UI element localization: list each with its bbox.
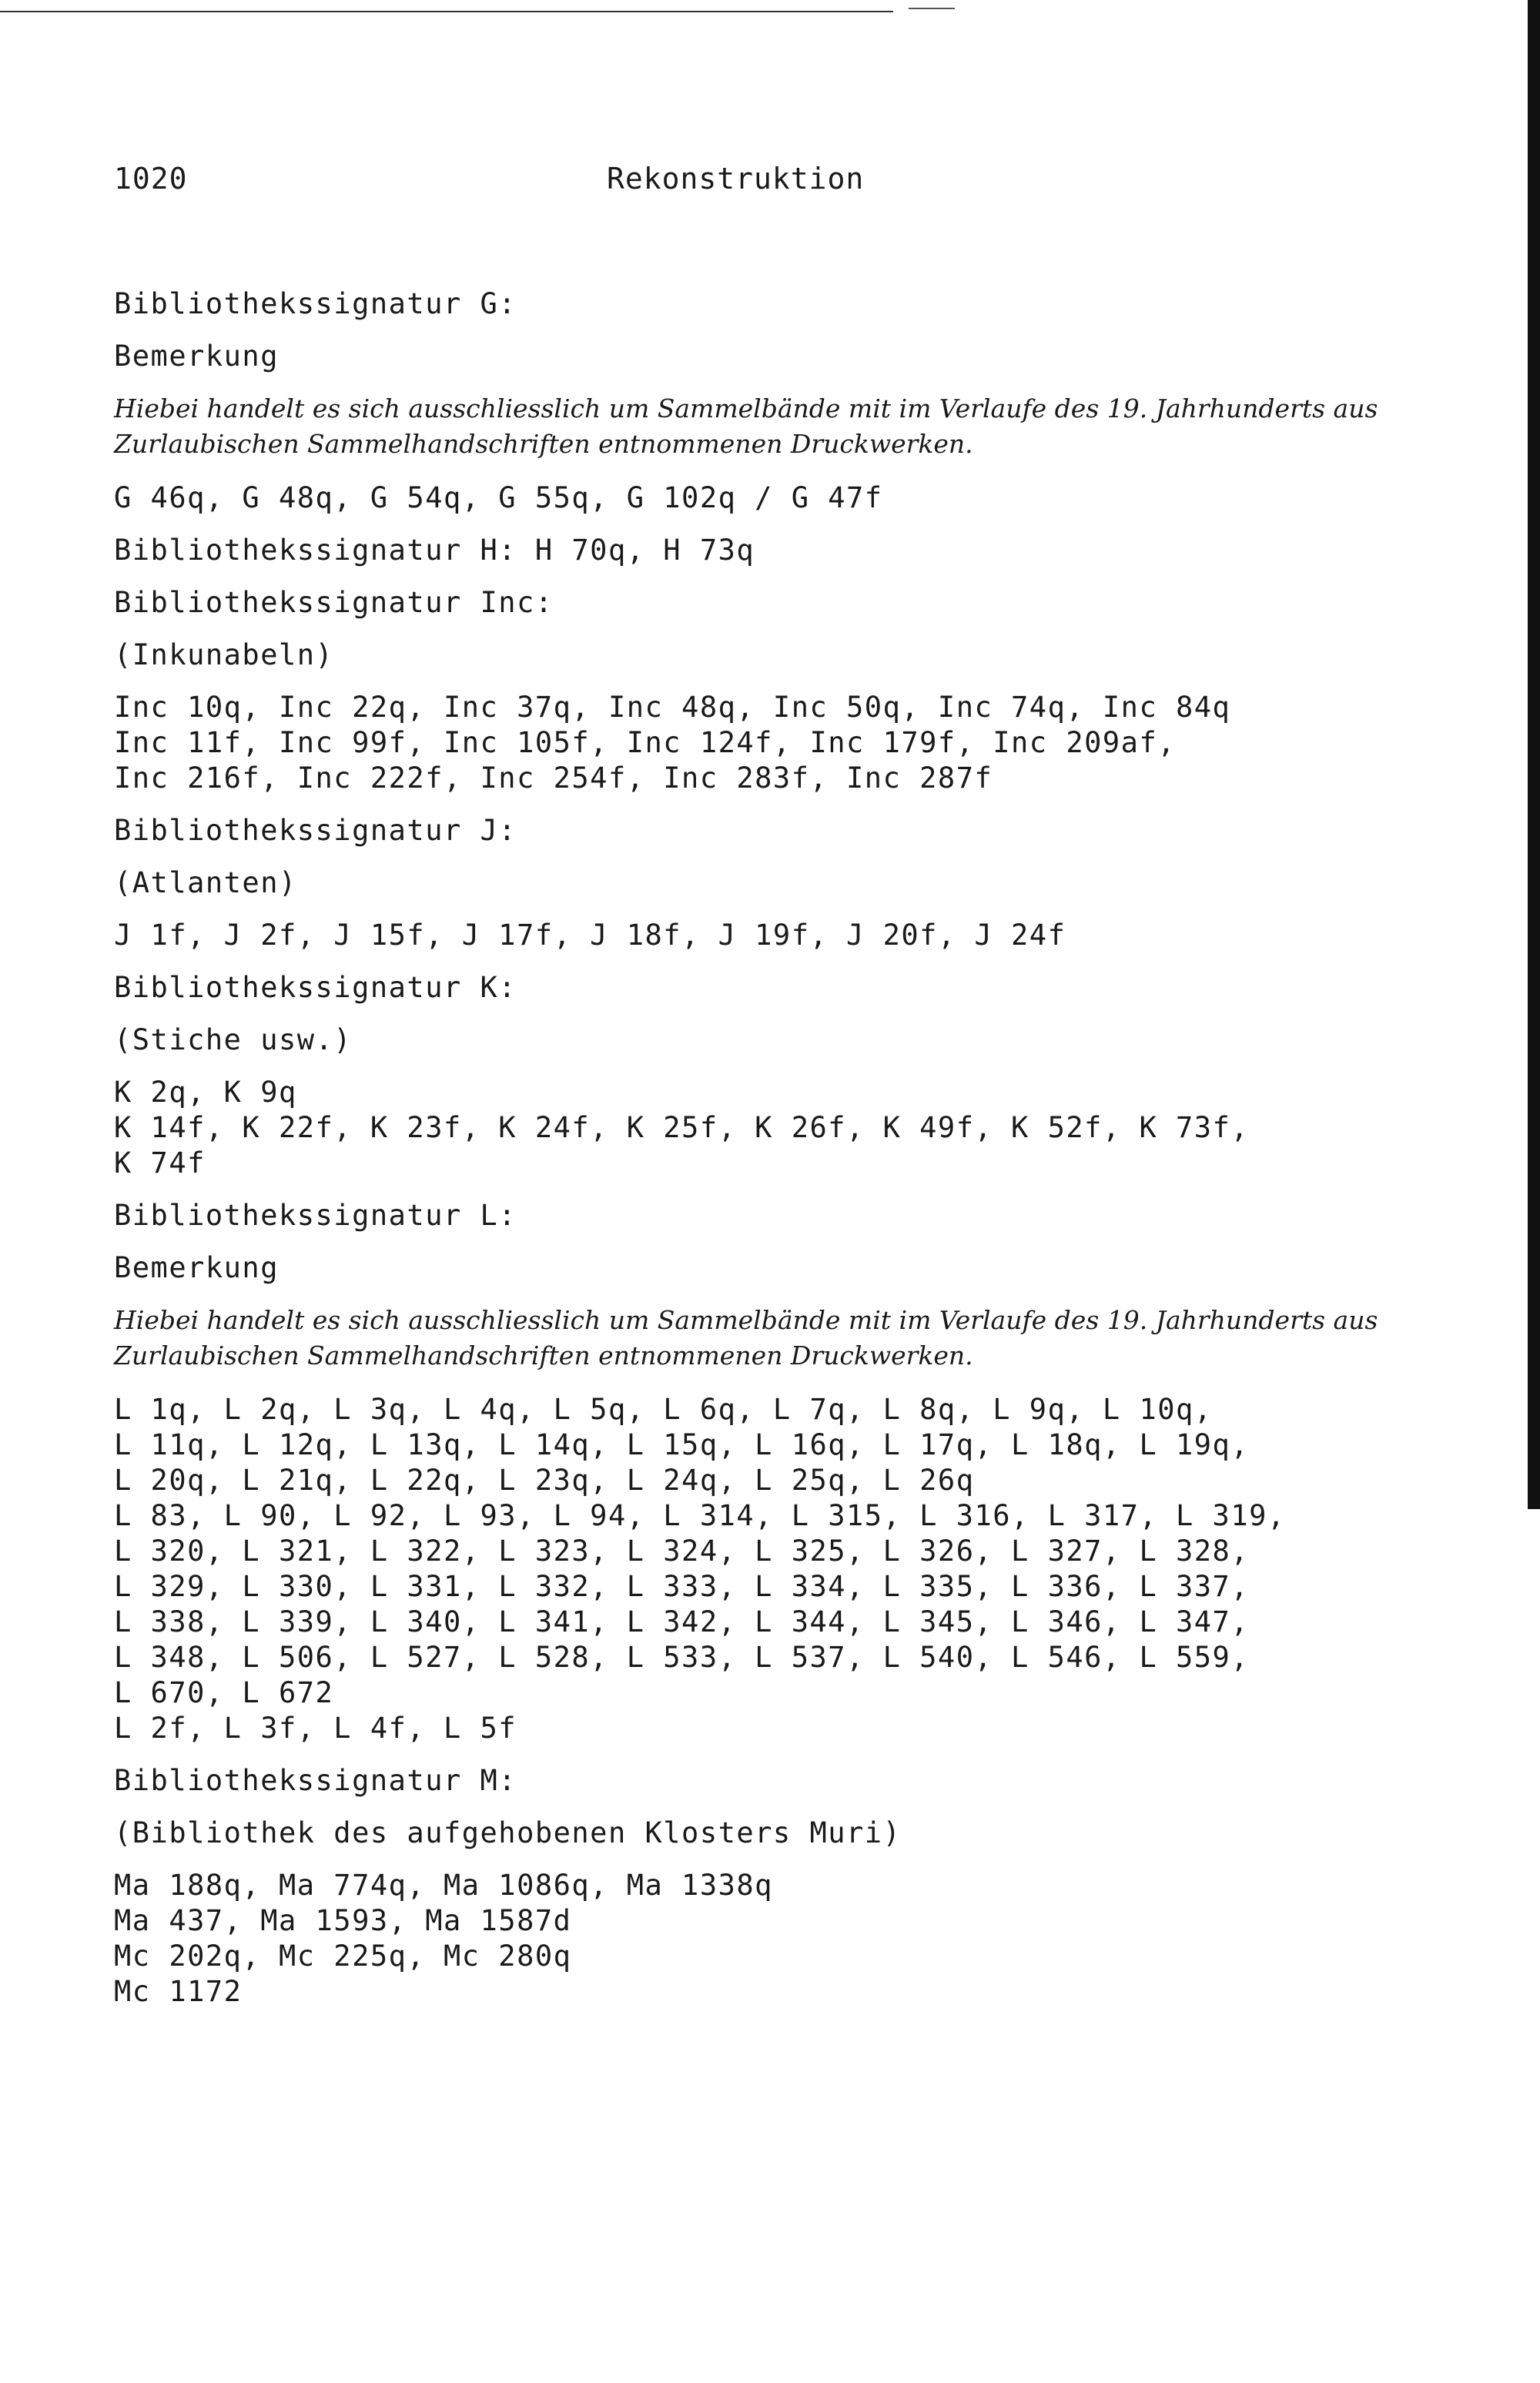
section-subtitle: (Bibliothek des aufgehobenen Klosters Muri) bbox=[114, 1816, 902, 1849]
signature-line: L 2f, L 3f, L 4f, L 5f bbox=[114, 1712, 517, 1745]
signature-line: L 320, L 321, L 322, L 323, L 324, L 325, L 326, L 327, L 328, bbox=[114, 1535, 1250, 1568]
signature-list bbox=[114, 286, 1423, 2010]
page-header bbox=[114, 162, 1423, 196]
signature-section bbox=[114, 813, 1423, 953]
signature-line: J 1f, J 2f, J 15f, J 17f, J 18f, J 19f, J 20f, J 24f bbox=[114, 919, 1066, 952]
signature-lines bbox=[114, 1868, 1423, 2010]
signature-section bbox=[114, 1763, 1423, 2010]
signature-lines bbox=[114, 690, 1423, 796]
signature-section bbox=[114, 585, 1423, 796]
signature-line: L 348, L 506, L 527, L 528, L 533, L 537, L 540, L 546, L 559, bbox=[114, 1641, 1250, 1674]
signature-section bbox=[114, 1198, 1423, 1746]
section-remark: Hiebei handelt es sich ausschliesslich um Sammelbände mit im Verlaufe des 19. Jahrhunderts aus Zurlaubischen Sammelhandschriften entnommenen Druckwerken. bbox=[114, 393, 1378, 459]
page-number: 1020 bbox=[114, 162, 188, 196]
signature-line: K 2q, K 9q bbox=[114, 1076, 297, 1109]
signature-line: K 14f, K 22f, K 23f, K 24f, K 25f, K 26f, K 49f, K 52f, K 73f, bbox=[114, 1111, 1250, 1144]
signature-line: G 46q, G 48q, G 54q, G 55q, G 102q / G 47f bbox=[114, 481, 883, 514]
running-title: Rekonstruktion bbox=[607, 162, 865, 196]
signature-line: Inc 216f, Inc 222f, Inc 254f, Inc 283f, Inc 287f bbox=[114, 761, 993, 795]
signature-line: Mc 202q, Mc 225q, Mc 280q bbox=[114, 1940, 572, 1973]
section-title: Bibliothekssignatur K: bbox=[114, 971, 517, 1004]
section-subtitle: (Stiche usw.) bbox=[114, 1023, 353, 1056]
section-title: Bibliothekssignatur G: bbox=[114, 287, 517, 320]
section-title: Bibliothekssignatur H: H 70q, H 73q bbox=[114, 534, 755, 567]
scan-top-mark bbox=[909, 8, 955, 9]
signature-line: Mc 1172 bbox=[114, 1975, 243, 2008]
signature-line: L 20q, L 21q, L 22q, L 23q, L 24q, L 25q, L 26q bbox=[114, 1464, 975, 1497]
signature-line: L 670, L 672 bbox=[114, 1676, 334, 1709]
signature-line: Inc 11f, Inc 99f, Inc 105f, Inc 124f, Inc 179f, Inc 209af, bbox=[114, 726, 1177, 759]
signature-line: L 11q, L 12q, L 13q, L 14q, L 15q, L 16q, L 17q, L 18q, L 19q, bbox=[114, 1428, 1250, 1461]
scan-edge-shadow bbox=[1528, 0, 1540, 1509]
section-subtitle: Bemerkung bbox=[114, 340, 279, 373]
signature-lines bbox=[114, 918, 1423, 953]
section-subtitle: (Inkunabeln) bbox=[114, 638, 334, 671]
section-remark: Hiebei handelt es sich ausschliesslich um Sammelbände mit im Verlaufe des 19. Jahrhunderts aus Zurlaubischen Sammelhandschriften entnommenen Druckwerken. bbox=[114, 1305, 1378, 1371]
signature-line: Ma 188q, Ma 774q, Ma 1086q, Ma 1338q bbox=[114, 1869, 773, 1902]
signature-lines bbox=[114, 1392, 1423, 1746]
signature-section bbox=[114, 533, 1423, 568]
section-title: Bibliothekssignatur Inc: bbox=[114, 586, 554, 619]
section-title: Bibliothekssignatur L: bbox=[114, 1199, 517, 1232]
signature-line: K 74f bbox=[114, 1146, 206, 1180]
document-page bbox=[114, 162, 1423, 2027]
signature-line: Inc 10q, Inc 22q, Inc 37q, Inc 48q, Inc 50q, Inc 74q, Inc 84q bbox=[114, 691, 1231, 724]
signature-line: L 83, L 90, L 92, L 93, L 94, L 314, L 315, L 316, L 317, L 319, bbox=[114, 1499, 1286, 1532]
section-subtitle: Bemerkung bbox=[114, 1251, 279, 1284]
signature-section bbox=[114, 286, 1423, 516]
scan-top-rule bbox=[0, 11, 893, 12]
signature-line: L 1q, L 2q, L 3q, L 4q, L 5q, L 6q, L 7q, L 8q, L 9q, L 10q, bbox=[114, 1393, 1213, 1426]
signature-line: L 338, L 339, L 340, L 341, L 342, L 344, L 345, L 346, L 347, bbox=[114, 1605, 1250, 1638]
signature-line: Ma 437, Ma 1593, Ma 1587d bbox=[114, 1904, 572, 1937]
signature-line: L 329, L 330, L 331, L 332, L 333, L 334, L 335, L 336, L 337, bbox=[114, 1570, 1250, 1603]
section-title: Bibliothekssignatur J: bbox=[114, 814, 517, 847]
section-title: Bibliothekssignatur M: bbox=[114, 1764, 517, 1797]
signature-lines bbox=[114, 480, 1423, 516]
signature-lines bbox=[114, 1075, 1423, 1181]
signature-section bbox=[114, 970, 1423, 1181]
section-subtitle: (Atlanten) bbox=[114, 866, 297, 899]
